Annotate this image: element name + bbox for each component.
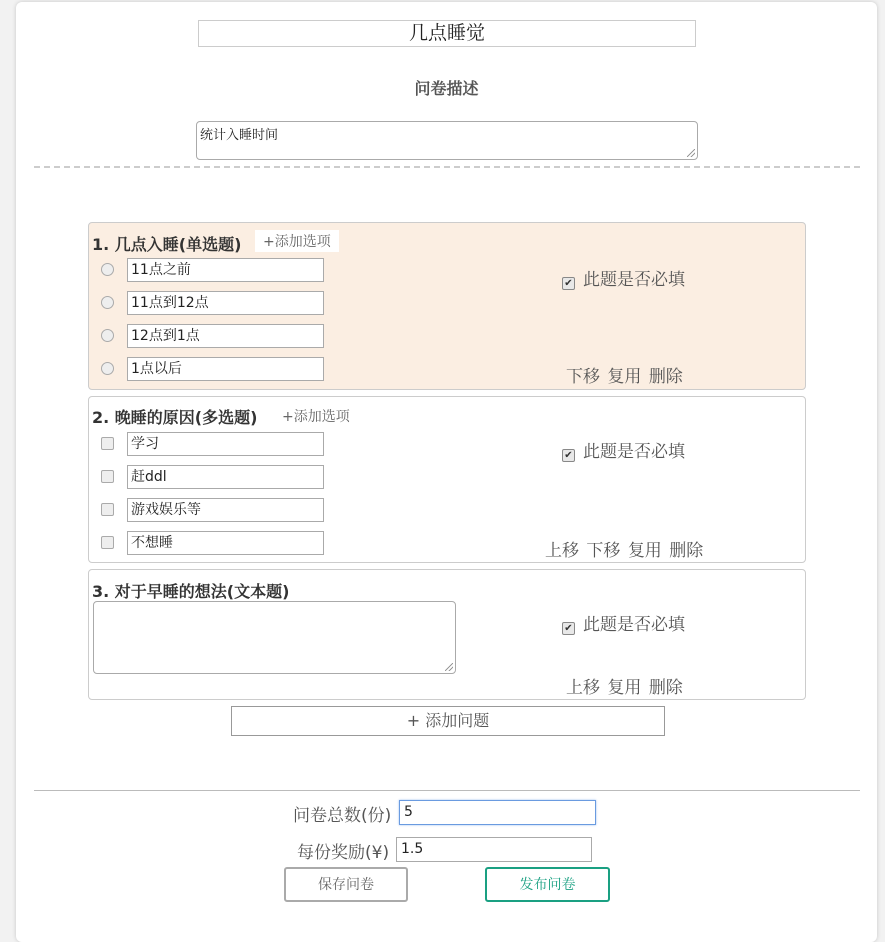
option-input[interactable]: 11点到12点 [127,291,324,315]
reward-label: 每份奖励(¥) [297,843,390,863]
option-input[interactable]: 游戏娱乐等 [127,498,324,522]
radio-icon[interactable] [101,263,114,276]
delete-button[interactable]: 删除 [648,367,683,387]
publish-survey-button[interactable]: 发布问卷 [485,867,610,902]
resize-grip-icon[interactable] [687,149,695,157]
reuse-button[interactable]: 复用 [627,541,662,561]
survey-title-input[interactable]: 几点睡觉 [198,20,696,47]
checkbox-icon[interactable] [101,536,114,549]
move-up-button[interactable]: 上移 [566,678,600,698]
question-actions [545,536,705,561]
required-label: 此题是否必填 [583,442,685,462]
checkbox-icon[interactable] [101,470,114,483]
delete-button[interactable]: 删除 [648,678,683,698]
radio-icon[interactable] [101,362,114,375]
total-count-label: 问卷总数(份) [293,806,392,826]
reward-input[interactable]: 1.5 [396,837,592,862]
radio-icon[interactable] [101,329,114,342]
answer-textarea[interactable] [93,601,456,674]
question-title: 1. 几点入睡(单选题) [92,235,242,254]
required-label: 此题是否必填 [583,270,685,290]
option-input[interactable]: 赶ddl [127,465,324,489]
description-textarea[interactable] [196,121,698,160]
move-down-button[interactable]: 下移 [586,541,621,561]
checkbox-checked-icon[interactable]: ✔ [562,449,575,462]
question-card-3[interactable] [88,569,806,700]
option-input[interactable]: 1点以后 [127,357,324,381]
question-card-2[interactable] [88,396,806,563]
add-option-button[interactable]: +添加选项 [255,230,339,252]
required-toggle[interactable] [562,265,685,290]
reuse-button[interactable]: 复用 [607,678,642,698]
survey-card [16,2,877,942]
description-text: 统计入睡时间 [200,128,279,143]
question-actions [566,673,685,698]
section-divider [34,790,860,791]
save-survey-button[interactable]: 保存问卷 [284,867,408,902]
option-input[interactable]: 不想睡 [127,531,324,555]
checkbox-checked-icon[interactable]: ✔ [562,622,575,635]
add-question-button[interactable]: + 添加问题 [231,706,665,736]
option-input[interactable]: 11点之前 [127,258,324,282]
option-input[interactable]: 12点到1点 [127,324,324,348]
move-down-button[interactable]: 下移 [566,367,600,387]
checkbox-icon[interactable] [101,437,114,450]
add-option-button[interactable]: +添加选项 [274,405,358,427]
description-label: 问卷描述 [414,79,479,98]
delete-button[interactable]: 删除 [669,541,704,561]
resize-grip-icon[interactable] [445,663,453,671]
question-title: 2. 晚睡的原因(多选题) [92,408,258,427]
question-card-1[interactable] [88,222,806,390]
question-title: 3. 对于早睡的想法(文本题) [92,582,290,601]
checkbox-icon[interactable] [101,503,114,516]
required-label: 此题是否必填 [583,615,685,635]
total-count-input[interactable]: 5 [399,800,596,825]
radio-icon[interactable] [101,296,114,309]
required-toggle[interactable] [562,610,685,635]
reuse-button[interactable]: 复用 [607,367,642,387]
move-up-button[interactable]: 上移 [545,541,579,561]
required-toggle[interactable] [562,437,685,462]
checkbox-checked-icon[interactable]: ✔ [562,277,575,290]
dashed-divider [34,166,860,168]
question-actions [566,362,685,387]
option-input[interactable]: 学习 [127,432,324,456]
